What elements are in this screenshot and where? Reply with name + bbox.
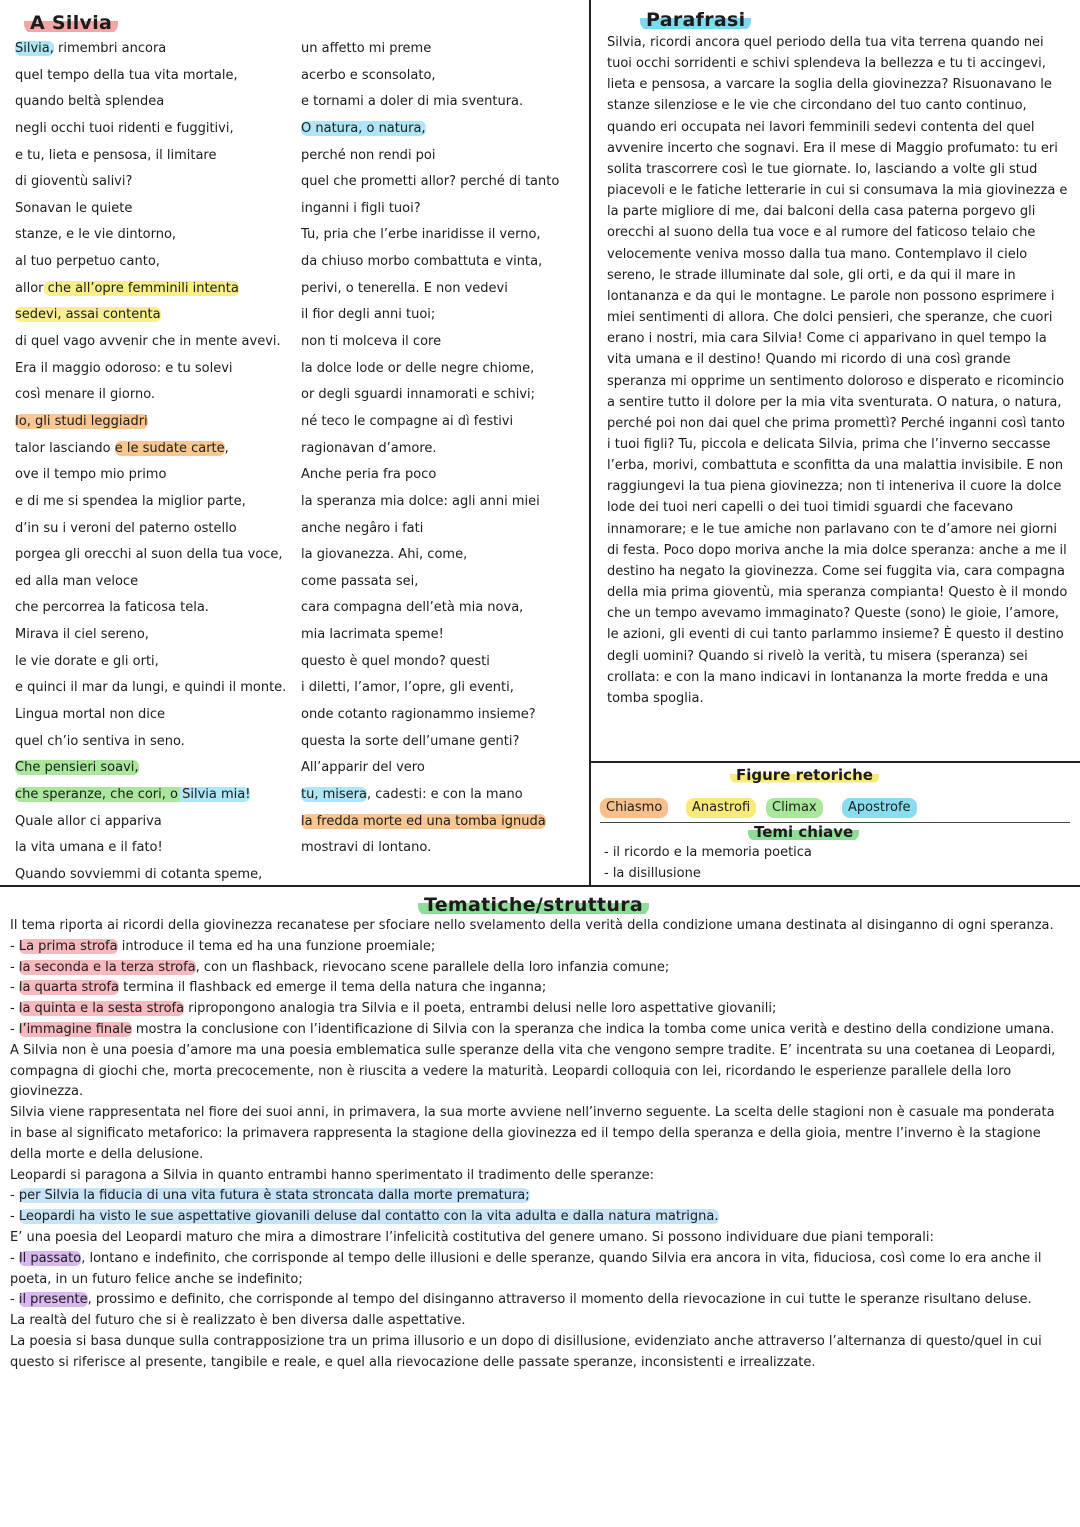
verse: un affetto mi preme (301, 41, 432, 56)
figure-apostrofe: Apostrofe (842, 798, 917, 818)
verse: perivi, o tenerella. E non vedevi (301, 280, 508, 296)
paragraph: Leopardi si paragona a Silvia in quanto entrambi hanno sperimentato il tradimento delle speranze: (10, 1167, 655, 1183)
verse: e tornami a doler di mia sventura. (301, 94, 524, 110)
parafrasi-text: Silvia, ricordi ancora quel periodo della tua vita terrena quando nei tuoi occhi sorridenti e schivi splendeva la bellezza e tu ti accingevi, lieta e pensosa, a varcare la soglia della giovinezza? Risuonavano le stanze silenziose e le vie che circondano del tuo canto continuo, quando eri occupata nei lavori femminili sedevi contenta del quel avvenire incerto che sognavi. Era il mese di Maggio profumato: tu eri solita trascorrere così le tue giornate. Io, lasciando a volte gli stud piacevoli e le fatiche letterarie in cui si consumava la mia giovinezza e la parte migliore di me, dai balconi della casa paterna porgevo gli orecchi al suono della tua voce e al rumore del faticoso telaio che velocemente veniva mosso dalla tua mano. Contemplavo il cielo sereno, le strade illuminate dal sole, gli orti, e da qui il mare in lontananza e da qui le montagne. Le parole non possono esprimere i miei sentimenti di allora. Che dolci pensieri, che speranze, che cuori erano i nostri, mia cara Silvia! Come ci apparivano in quel tempo la vita umana e il destino! Quando mi ricordo di una così grande speranza mi opprime un sentimento doloroso e disperato e ricomincio a sentire tutto il dolore per la mia vita sventurata. O natura, o natura, perché poi non dai quel che prima promettì? Perché inganni così tanto i tuoi figli? Tu, piccola e delicata Silvia, prima che l’inverno seccasse l’erba, morivi, combattuta e sconfitta da una malattia invisibile. E non raggiungevi la tua piena giovinezza; non ti inteneriva il cuore la dolce lode dei tuoi neri capelli o dei tuoi timidi sguardi che facevano innamorare; e le tue amiche non parlavano con te d’amore nei giorni di festa. Poco dopo moriva anche la mia dolce speranza: anche a me il destino ha negato la giovinezza. Come sei fuggita via, cara compagna della mia prima gioventù, mia speranza compianta! Questo è il mondo che un tempo avevamo immaginato? Queste (sono) le gioie, l’amore, le azioni, gli eventi di cui tanto parlammo insieme? È questo il destino degli uomini? Quando si rivelò la verità, tu misera (speranza) sei crollata: e con la mano indicavi in lontananza la morte fredda e una tomba spoglia. (607, 35, 1068, 706)
tema-item: - la disillusione (604, 866, 701, 881)
tematiche-title: Tematiche/struttura (418, 894, 649, 916)
verse: allor che all’opre femminili intenta (15, 280, 239, 296)
verse: la vita umana e il fato! (15, 840, 163, 856)
verse: quel che prometti allor? perché di tanto (301, 174, 560, 190)
verse: la speranza mia dolce: agli anni miei (301, 493, 540, 509)
poem-column-1 (15, 36, 300, 889)
verse: da chiuso morbo combattuta e vinta, (301, 254, 543, 270)
paragraph: - la quinta e la sesta strofa ripropongono analogia tra Silvia e il poeta, entrambi delusi nelle loro aspettative giovanili; (10, 1001, 777, 1017)
verse: Che pensieri soavi, (15, 760, 139, 776)
verse: ove il tempo mio primo (15, 467, 167, 483)
paragraph: - l’immagine finale mostra la conclusione con l’identificazione di Silvia con la speranza che indica la tomba come unica verità e destino della condizione umana. (10, 1021, 1055, 1037)
verse: le vie dorate e gli orti, (15, 653, 159, 669)
paragraph: - La prima strofa introduce il tema ed ha una funzione proemiale; (10, 938, 436, 954)
parafrasi-title: Parafrasi (640, 9, 751, 31)
verse: Sonavan le quiete (15, 200, 133, 216)
poem-title: A Silvia (24, 12, 118, 34)
verse: questo è quel mondo? questi (301, 653, 490, 669)
temi-chiave-list (604, 842, 812, 884)
verse: né teco le compagne ai dì festivi (301, 413, 514, 429)
paragraph: E’ una poesia del Leopardi maturo che mira a dimostrare l’infelicità costitutiva del genere umano. Si possono individuare due piani temporali: (10, 1229, 934, 1245)
paragraph: - il presente, prossimo e definito, che corrisponde al tempo del disinganno attraverso il momento della rievocazione in cui tutte le speranze risultano deluse. (10, 1292, 1032, 1308)
verse: stanze, e le vie dintorno, (15, 227, 177, 243)
verse: e di me si spendea la miglior parte, (15, 493, 246, 509)
paragraph: A Silvia non è una poesia d’amore ma una poesia emblematica sulle speranze della vita che vengono sempre tradite. E’ incentrata su una coetanea di Leopardi, compagna di giochi che, morta precocemente, non è riuscita a vedere la maturità. Leopardi colloquia con lei, ricordando le esperienze parallele della loro giovinezza. (10, 1042, 1056, 1100)
verse: mostravi di lontano. (301, 840, 432, 856)
verse: quel tempo della tua vita mortale, (15, 67, 238, 83)
verse: non ti molceva il core (301, 334, 442, 350)
verse: come passata sei, (301, 573, 419, 589)
tematiche-body (10, 916, 1068, 1374)
figure-retoriche-title: Figure retoriche (730, 766, 879, 784)
verse: quel ch’io sentiva in seno. (15, 733, 185, 749)
poem-column-2 (301, 36, 586, 862)
paragraph: Silvia viene rappresentata nel fiore dei suoi anni, in primavera, la sua morte avviene nell’inverno seguente. La scelta delle stagioni non è casuale ma ponderata in base al significato metaforico: la primavera rappresenta la stagione della giovinezza ed il tempo della speranza e della gioia, mentre l’inverno è la stagione della morte e della delusione. (10, 1105, 1055, 1162)
verse: e quinci il mar da lungi, e quindi il monte. (15, 680, 287, 696)
verse: di gioventù salivi? (15, 174, 133, 190)
verse: Mirava il ciel sereno, (15, 627, 149, 643)
verse: sedevi, assai contenta (15, 307, 161, 323)
verse: Anche peria fra poco (301, 467, 437, 483)
verse: acerbo e sconsolato, (301, 67, 436, 83)
figure-chiasmo: Chiasmo (600, 798, 668, 818)
verse: questa la sorte dell’umane genti? (301, 733, 520, 749)
figure-divider (589, 761, 1080, 763)
verse: perché non rendi poi (301, 147, 436, 163)
verse: la giovanezza. Ahi, come, (301, 547, 468, 563)
verse: anche negâro i fati (301, 520, 424, 536)
verse: O natura, o natura, (301, 120, 426, 136)
figure-anastrofi: Anastrofi (686, 798, 756, 818)
figure-climax: Climax (766, 798, 823, 818)
verse: Quando sovviemmi di cotanta speme, (15, 866, 263, 882)
verse: la fredda morte ed una tomba ignuda (301, 813, 546, 829)
paragraph: La poesia si basa dunque sulla contrapposizione tra un prima illusorio e un dopo di disillusione, evidenziato anche attraverso l’alternanza di questo/quel in cui questo si riferisce al presente, tangibile e reale, e quel alla rievocazione delle passate speranze, inconsistenti e irrealizzate. (10, 1333, 1042, 1370)
verse: cara compagna dell’età mia nova, (301, 600, 524, 616)
verse: che percorrea la faticosa tela. (15, 600, 209, 616)
verse: Era il maggio odoroso: e tu solevi (15, 360, 233, 376)
verse: di quel vago avvenir che in mente avevi. (15, 334, 281, 350)
verse: al tuo perpetuo canto, (15, 254, 160, 270)
verse: or degli sguardi innamorati e schivi; (301, 387, 536, 403)
column-divider (589, 0, 591, 886)
verse: tu, misera, cadesti: e con la mano (301, 786, 523, 802)
verse: All’apparir del vero (301, 760, 425, 776)
verse: quando beltà splendea (15, 94, 165, 110)
verse: Tu, pria che l’erbe inaridisse il verno, (301, 227, 541, 243)
paragraph: - Il passato, lontano e indefinito, che corrisponde al tempo delle illusioni e delle speranze, quando Silvia era ancora in vita, fiduciosa, così come lo era anche il poeta, in un futuro felice anche se indefinito; (10, 1250, 1042, 1287)
tema-item: - il ricordo e la memoria poetica (604, 845, 812, 860)
verse: Quale allor ci appariva (15, 813, 162, 829)
verse: il fior degli anni tuoi; (301, 307, 436, 323)
verse: onde cotanto ragionammo insieme? (301, 707, 536, 723)
verse: d’in su i veroni del paterno ostello (15, 520, 237, 536)
paragraph: La realtà del futuro che si è realizzato è ben diversa dalle aspettative. (10, 1313, 466, 1329)
verse: Lingua mortal non dice (15, 707, 166, 723)
verse: la dolce lode or delle negre chiome, (301, 360, 535, 376)
verse: negli occhi tuoi ridenti e fuggitivi, (15, 120, 234, 136)
paragraph: - per Silvia la fiducia di una vita futura è stata stroncata dalla morte prematura; (10, 1188, 530, 1204)
paragraph: Il tema riporta ai ricordi della giovinezza recanatese per sfociare nello svelamento della verità della condizione umana destinata al disinganno di ogni speranza. (10, 918, 1054, 933)
verse: Io, gli studi leggiadri (15, 413, 148, 429)
verse: Silvia, rimembri ancora (15, 41, 167, 56)
verse: i diletti, l’amor, l’opre, gli eventi, (301, 680, 514, 696)
verse: e tu, lieta e pensosa, il limitare (15, 147, 217, 163)
verse: mia lacrimata speme! (301, 627, 444, 643)
verse: talor lasciando e le sudate carte, (15, 440, 229, 456)
verse: porgea gli orecchi al suon della tua voce, (15, 547, 283, 563)
verse: inganni i figli tuoi? (301, 200, 421, 216)
paragraph: - la quarta strofa termina il flashback ed emerge il tema della natura che inganna; (10, 980, 547, 996)
verse: che speranze, che cori, o Silvia mia! (15, 786, 251, 802)
paragraph: - Leopardi ha visto le sue aspettative giovanili deluse dal contatto con la vita adulta e dalla natura matrigna. (10, 1209, 719, 1225)
verse: ed alla man veloce (15, 573, 139, 589)
temi-chiave-title: Temi chiave (748, 823, 859, 841)
verse: ragionavan d’amore. (301, 440, 437, 456)
verse: così menare il giorno. (15, 387, 156, 403)
paragraph: - la seconda e la terza strofa, con un flashback, rievocano scene parallele della loro infanzia comune; (10, 959, 670, 975)
